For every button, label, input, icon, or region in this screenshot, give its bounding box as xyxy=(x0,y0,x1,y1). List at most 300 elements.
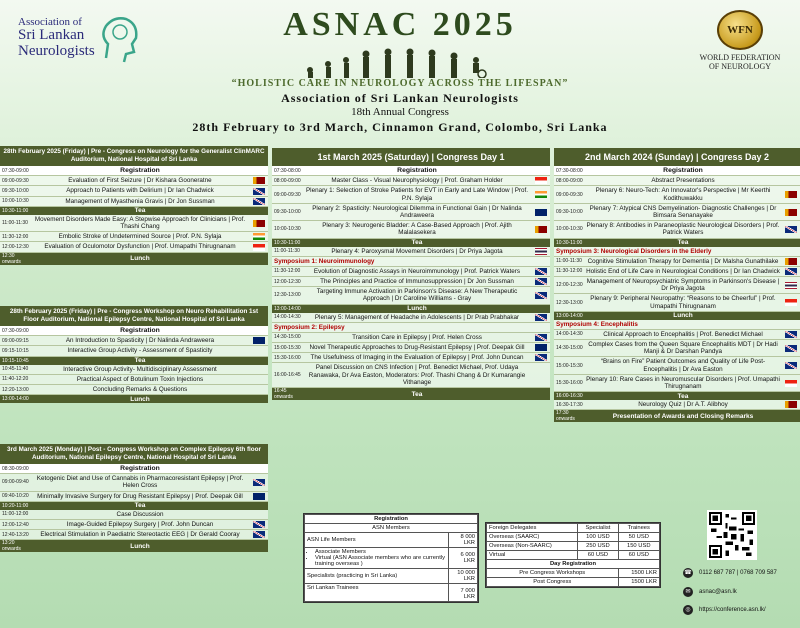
wfn-globe-icon: WFN xyxy=(717,10,763,50)
break-time: 10:30-11:00 xyxy=(2,207,29,214)
qr-code-icon xyxy=(709,512,755,558)
fee-cell: 60 USD xyxy=(578,551,618,560)
schedule-row xyxy=(0,365,268,375)
uk-flag-icon xyxy=(785,345,797,352)
schedule-row xyxy=(272,204,550,221)
session-title: Clinical Approach to Encephalitis | Prof. Benedict Michael xyxy=(603,330,763,338)
session-title: Registration xyxy=(120,465,160,472)
break-time: 10:15-10:45 xyxy=(2,357,29,364)
blank-flag xyxy=(253,167,265,174)
au-flag-icon xyxy=(535,344,547,351)
email-address[interactable]: asnac@asn.lk xyxy=(699,589,737,595)
email-icon: ✉ xyxy=(683,587,693,597)
schedule-row xyxy=(272,267,550,277)
uk-flag-icon xyxy=(785,226,797,233)
sg-flag-icon xyxy=(253,244,265,251)
au-flag-icon xyxy=(253,493,265,500)
schedule-row xyxy=(272,221,550,238)
blank-flag xyxy=(253,386,265,393)
schedule-row xyxy=(0,242,268,252)
session-time: 14:00-14:30 xyxy=(274,314,301,321)
session-title: Registration xyxy=(120,167,160,174)
uk-flag-icon xyxy=(535,278,547,285)
session-title: Evaluation of First Seizure | Dr Kishara Gooneratne xyxy=(68,177,212,185)
schedule-row xyxy=(0,385,268,395)
specialists-label: Specialists (practicing in Sri Lanka) xyxy=(305,569,449,584)
contact-web xyxy=(683,605,766,615)
break-label: Lunch xyxy=(407,305,427,313)
associate-fee: 6 000 LKR xyxy=(448,548,478,569)
congress-dates: 28th February to 3rd March, Cinnamon Grand, Colombo, Sri Lanka xyxy=(192,120,608,134)
session-title: Evolution of Diagnostic Assays in Neuroimmunology | Prof. Patrick Waters xyxy=(313,267,521,275)
foreign-fee-row xyxy=(487,542,660,551)
break-label: Lunch xyxy=(673,312,693,320)
lk-flag-icon xyxy=(535,226,547,233)
uk-flag-icon xyxy=(253,521,265,528)
au-flag-icon xyxy=(535,209,547,216)
schedule-row xyxy=(0,176,268,186)
uk-flag-icon xyxy=(535,292,547,299)
break-row xyxy=(0,357,268,365)
foreign-fee-row xyxy=(487,551,660,560)
day-fee-row xyxy=(487,569,660,578)
schedule-row xyxy=(272,313,550,323)
session-time: 11:00-11:30 xyxy=(556,258,582,265)
session-title: Novel Therapeutic Approaches to Drug-Resistant Epilepsy | Prof. Deepak Gill xyxy=(309,344,525,352)
break-time: 17:30 onwards xyxy=(556,410,575,423)
organization-name: Association of Sri Lankan Neurologists xyxy=(281,91,519,105)
precongress-rehab xyxy=(0,306,268,403)
schedule-row xyxy=(554,375,800,392)
session-time: 11:30-12:00 xyxy=(2,233,29,240)
foreign-fees-table xyxy=(485,522,661,588)
logo-text-line2: Sri Lankan xyxy=(18,27,85,43)
sg-flag-icon xyxy=(785,299,797,306)
break-time: 13:20 onwards xyxy=(2,540,21,553)
virtual-members-label: • Virtual (ASN Associate members who are currently training overseas ) xyxy=(315,555,446,567)
schedule-row xyxy=(0,336,268,346)
session-title: “Brains on Fire” Patient Outcomes and Quality of Life Post-Encephalitis | Dr Ava Easton xyxy=(600,358,766,373)
session-title: Embolic Stroke of Undetermined Source | Prof. P.N. Sylaja xyxy=(58,233,222,241)
day-header: 1st March 2025 (Saturday) | Congress Day 1 xyxy=(272,148,550,166)
uk-flag-icon xyxy=(253,188,265,195)
logo-text-line3: Neurologists xyxy=(18,43,95,59)
session-title: Targeting Immune Activation in Parkinson's Disease: A New Therapeutic Approach | Dr Caroline Williams - Gray xyxy=(316,288,518,303)
uk-flag-icon xyxy=(253,479,265,486)
schedule-row xyxy=(0,520,268,530)
session-title: Image-Guided Epilepsy Surgery | Prof. John Duncan xyxy=(66,521,214,529)
session-title: Plenary 4: Paroxysmal Movement Disorders | Dr Priya Jagota xyxy=(331,247,503,255)
uk-flag-icon xyxy=(535,334,547,341)
session-time: 09:00-09:30 xyxy=(2,177,29,184)
schedule-row xyxy=(272,353,550,363)
uk-flag-icon xyxy=(785,331,797,338)
blank-flag xyxy=(253,348,265,355)
contact-phone xyxy=(683,568,777,578)
schedule-row xyxy=(0,186,268,196)
lk-flag-icon xyxy=(253,220,265,227)
session-time: 08:30-09:00 xyxy=(2,465,29,472)
schedule-row xyxy=(554,257,800,267)
blank-flag xyxy=(253,376,265,383)
day-fee-label: Post Congress xyxy=(487,578,619,587)
break-label: Lunch xyxy=(130,395,150,403)
break-time: 13:00-14:00 xyxy=(2,396,29,403)
website-link[interactable]: https://conference.asn.lk/ xyxy=(699,607,766,613)
schedule-row xyxy=(554,340,800,357)
schedule-row xyxy=(0,215,268,232)
blank-flag xyxy=(785,167,797,174)
schedule-row xyxy=(0,530,268,540)
schedule-row xyxy=(272,186,550,203)
session-time: 10:45-11:40 xyxy=(2,366,29,373)
session-title: Plenary 9: Peripheral Neuropathy: “Reasons to be Cheerful” | Prof. Umapathi Thirugnanam xyxy=(590,295,776,310)
break-row xyxy=(0,253,268,265)
specialists-fee: 10 000 LKR xyxy=(448,569,478,584)
break-row xyxy=(554,410,800,422)
session-time: 11:00-11:30 xyxy=(2,220,28,227)
session-title: Minimally Invasive Surgery for Drug Resistant Epilepsy | Prof. Deepak Gill xyxy=(37,492,243,500)
symposium-heading: Symposium 4: Encephalitis xyxy=(554,320,800,330)
session-time: 12:40-13:20 xyxy=(2,531,29,538)
session-time: 12:30-13:00 xyxy=(556,299,583,306)
uk-flag-icon xyxy=(535,314,547,321)
in-flag-icon xyxy=(253,233,265,240)
session-time: 08:00-09:00 xyxy=(274,177,301,184)
session-title: Registration xyxy=(120,327,160,334)
lk-flag-icon xyxy=(785,258,797,265)
break-row xyxy=(272,388,550,400)
trainees-fee: 7 000 LKR xyxy=(448,584,478,602)
session-time: 11:40-12:20 xyxy=(2,376,29,383)
registration-row xyxy=(554,166,800,176)
day-header: 28th February 2025 (Friday) | Pre - Congress on Neurology for the Generalist ClinMARC Auditorium, National Hospital of Sri Lanka xyxy=(0,146,268,166)
day-header: 3rd March 2025 (Monday) | Post - Congress Workshop on Complex Epilepsy 6th floor Auditorium, National Epilepsy Centre, National Hospital of Sri Lanka xyxy=(0,444,268,464)
phone-number[interactable]: 0112 687 787 | 0768 709 587 xyxy=(699,570,777,576)
schedule-row xyxy=(554,357,800,374)
th-flag-icon xyxy=(535,248,547,255)
session-title: Plenary 1: Selection of Stroke Patients for EVT in Early and Late Window | Prof. P.N. Sylaja xyxy=(305,187,529,202)
day-fee-value: 1500 LKR xyxy=(618,569,660,578)
session-title: Plenary 10: Rare Cases in Neuromuscular Disorders | Prof. Umapathi Thirugnanam xyxy=(586,375,780,391)
uk-flag-icon xyxy=(535,354,547,361)
schedule-row xyxy=(554,204,800,221)
congress-title: 18th Annual Congress xyxy=(351,106,449,118)
session-time: 14:00-14:30 xyxy=(556,331,583,338)
page-title: ASNAC 2025 xyxy=(283,6,517,43)
registration-row xyxy=(0,326,268,336)
symposium-heading: Symposium 2: Epilepsy xyxy=(272,323,550,333)
blank-flag xyxy=(253,366,265,373)
associate-members-label: • Associate Members xyxy=(315,549,446,555)
break-time: 10:30-11:00 xyxy=(274,239,301,246)
session-time: 12:00-12:30 xyxy=(556,282,583,289)
break-label: Tea xyxy=(411,239,423,247)
schedule-row xyxy=(554,294,800,311)
schedule-row xyxy=(0,197,268,207)
fee-cell: 150 USD xyxy=(618,542,660,551)
session-title: Cognitive Stimulation Therapy for Dementia | Dr Malsha Gunathilake xyxy=(587,257,779,265)
session-time: 10:00-10:30 xyxy=(274,226,301,233)
in-flag-icon xyxy=(535,191,547,198)
session-title: Neurology Quiz | Dr A.T. Alibhoy xyxy=(638,401,728,409)
contact-email xyxy=(683,587,737,597)
session-time: 09:00-09:30 xyxy=(556,191,583,198)
day-header: 2nd March 2024 (Sunday) | Congress Day 2 xyxy=(554,148,800,166)
schedule-row xyxy=(554,186,800,203)
break-row xyxy=(0,207,268,215)
th-flag-icon xyxy=(785,282,797,289)
uk-flag-icon xyxy=(785,268,797,275)
session-time: 15:00-15:30 xyxy=(274,344,301,351)
header xyxy=(0,0,800,140)
schedule-row xyxy=(554,176,800,186)
lk-flag-icon xyxy=(785,401,797,408)
session-time: 07:30-09:00 xyxy=(2,167,29,174)
schedule-row xyxy=(0,346,268,356)
day-header: 28th February 2025 (Friday) | Pre - Congress Workshop on Neuro Rehabilitation 1st Floor Auditorium, National Epilepsy Centre, National Hospital of Sri Lanka xyxy=(0,306,268,326)
session-time: 12:30-13:00 xyxy=(274,292,301,299)
uk-flag-icon xyxy=(253,531,265,538)
registration-row xyxy=(272,166,550,176)
session-time: 12:00-12:40 xyxy=(2,521,29,528)
globe-icon: ◎ xyxy=(683,605,693,615)
session-title: Practical Aspect of Botulinum Toxin Injections xyxy=(76,375,204,383)
blank-flag xyxy=(253,511,265,518)
fee-cell: 250 USD xyxy=(578,542,618,551)
registration-row xyxy=(0,464,268,474)
session-title: Management of Neuropsychiatric Symptoms in Parkinson's Disease | Dr Priya Jagota xyxy=(586,278,780,293)
session-time: 14:30-15:00 xyxy=(274,334,301,341)
session-time: 11:00-12:00 xyxy=(2,511,29,518)
schedule-row xyxy=(272,287,550,304)
session-title: Plenary 6: Neuro-Tech: An Innovator's Perspective | Mr Keerthi Kodithuwakku xyxy=(595,187,771,202)
break-row xyxy=(272,239,550,247)
break-row xyxy=(272,305,550,313)
session-time: 09:00-09:15 xyxy=(2,337,29,344)
session-time: 15:30-16:00 xyxy=(556,380,583,387)
foreign-delegates-header: Foreign Delegates xyxy=(487,524,578,533)
fee-cell: 60 USD xyxy=(618,551,660,560)
break-label: Tea xyxy=(134,357,146,365)
break-time: 16:45 onwards xyxy=(274,388,293,401)
session-title: Approach to Patients with Delirium | Dr Ian Chadwick xyxy=(66,187,214,195)
day-fee-label: Pre Congress Workshops xyxy=(487,569,619,578)
fee-cell: Overseas (SAARC) xyxy=(487,533,578,542)
life-members-label: ASN Life Members xyxy=(305,533,449,548)
blank-flag xyxy=(253,465,265,472)
lk-flag-icon xyxy=(253,177,265,184)
session-title: Registration xyxy=(397,167,437,174)
session-time: 07:30-08:00 xyxy=(274,167,301,174)
session-title: Plenary 5: Management of Headache in Adolescents | Dr Prab Prabhakar xyxy=(314,313,520,321)
break-row xyxy=(0,502,268,510)
session-time: 12:20-13:00 xyxy=(2,386,29,393)
fee-cell: 100 USD xyxy=(578,533,618,542)
precongress-generalist xyxy=(0,146,268,265)
session-title: Plenary 3: Neurogenic Bladder: A Case-Based Approach | Prof. Ajith Malalasekera xyxy=(322,222,512,237)
break-time: 16:00-16:30 xyxy=(556,393,583,400)
wfn-line1: WORLD FEDERATION xyxy=(699,53,781,62)
schedule-row xyxy=(272,247,550,257)
session-time: 09:30-10:00 xyxy=(556,209,583,216)
schedule-row xyxy=(272,363,550,388)
congress-day2 xyxy=(554,148,800,422)
session-time: 09:30-10:00 xyxy=(2,188,29,194)
schedule-row xyxy=(272,343,550,353)
break-label: Tea xyxy=(677,392,689,400)
lk-flag-icon xyxy=(785,191,797,198)
session-time: 07:30-08:00 xyxy=(556,167,583,174)
break-time: 12:30 onwards xyxy=(2,252,21,265)
schedule-row xyxy=(554,267,800,277)
session-title: The Principles and Practice of Immunosuppression | Dr Jon Sussman xyxy=(320,278,514,286)
symposium-heading: Symposium 3: Neurological Disorders in the Elderly xyxy=(554,247,800,257)
uk-flag-icon xyxy=(253,198,265,205)
blank-flag xyxy=(535,372,547,379)
schedule-row xyxy=(272,176,550,186)
foreign-fee-row xyxy=(487,533,660,542)
session-title: Abstract Presentations xyxy=(651,177,715,185)
session-title: Master Class - Visual Neurophysiology | Prof. Graham Holder xyxy=(331,177,503,185)
session-title: Complex Cases from the Queen Square Encephalitis MDT | Dr Hadi Manji & Dr Darshan Pandya xyxy=(588,341,778,356)
session-title: Evaluation of Oculomotor Dysfunction | Prof. Umapathi Thirugnanam xyxy=(44,243,236,251)
schedule-row xyxy=(0,375,268,385)
session-time: 09:00-09:40 xyxy=(2,479,29,486)
day-fee-row xyxy=(487,578,660,587)
blank-flag xyxy=(785,177,797,184)
day-fee-value: 1500 LKR xyxy=(618,578,660,587)
break-row xyxy=(0,540,268,552)
break-label: Tea xyxy=(134,207,146,215)
life-members-fee: 8 000 LKR xyxy=(448,533,478,548)
session-title: Plenary 7: Atypical CNS Demyelination- Diagnostic Challenges | Dr Bimsara Senanayake xyxy=(589,204,777,220)
session-time: 09:00-09:30 xyxy=(274,191,301,198)
session-time: 10:00-10:30 xyxy=(556,226,583,233)
schedule-row xyxy=(0,474,268,491)
session-time: 15:00-15:30 xyxy=(556,362,583,369)
specialist-header: Specialist xyxy=(578,524,618,533)
symposium-heading: Symposium 1: Neuroimmunology xyxy=(272,257,550,267)
schedule-row xyxy=(0,492,268,502)
session-title: The Usefulness of Imaging in the Evaluation of Epilepsy | Prof. John Duncan xyxy=(310,354,524,362)
schedule-row xyxy=(554,277,800,294)
lk-flag-icon xyxy=(785,209,797,216)
break-row xyxy=(554,239,800,247)
schedule-row xyxy=(272,333,550,343)
postcongress-epilepsy xyxy=(0,444,268,552)
session-time: 11:30-12:00 xyxy=(274,268,301,275)
session-time: 12:00-12:30 xyxy=(2,244,29,251)
session-title: Holistic End of Life Care in Neurological Conditions | Dr Ian Chadwick xyxy=(586,267,780,275)
break-time: 10:20-11:00 xyxy=(2,502,29,509)
trainees-header: Trainees xyxy=(618,524,660,533)
session-title: An Introduction to Spasticity | Dr Nalinda Andraweera xyxy=(65,337,215,345)
au-flag-icon xyxy=(253,337,265,344)
break-row xyxy=(0,395,268,403)
phone-icon: ☎ xyxy=(684,570,692,576)
session-title: Panel Discussion on CNS Infection | Prof. Benedict Michael, Prof. Udaya Ranawaka, Dr Ava Easton, Moderators: Prof. Thashi Chang & Dr Kumarangie Vithanage xyxy=(308,364,526,386)
session-title: Concluding Remarks & Questions xyxy=(92,386,188,394)
session-time: 14:30-15:00 xyxy=(556,345,583,352)
trainees-label: Sri Lankan Trainees xyxy=(305,584,449,602)
registration-row xyxy=(0,166,268,176)
day-registration-title: Day Registration xyxy=(487,560,660,569)
break-time: 13:00-14:00 xyxy=(556,312,583,319)
session-time: 11:30-12:00 xyxy=(556,268,583,275)
schedule-row xyxy=(0,232,268,242)
fee-cell: 50 USD xyxy=(618,533,660,542)
session-title: Ketogenic Diet and Use of Cannabis in Pharmacoresistant Epilepsy | Prof. Helen Cross xyxy=(36,475,244,490)
break-label: Tea xyxy=(677,239,689,247)
session-title: Case Discussion xyxy=(116,510,164,518)
registration-title: Registration xyxy=(305,515,478,524)
schedule-row xyxy=(554,221,800,238)
wfn-logo xyxy=(690,10,790,80)
asn-members-label: ASN Members xyxy=(305,524,478,533)
break-label: Lunch xyxy=(130,255,150,263)
session-time: 09:40-10:20 xyxy=(2,493,29,500)
session-title: Transition Care in Epilepsy | Prof. Helen Cross xyxy=(352,333,482,341)
tagline: “HOLISTIC CARE IN NEUROLOGY ACROSS THE LIFESPAN” xyxy=(231,78,569,89)
session-title: Interactive Group Activity- Multidisciplinary Assessment xyxy=(63,365,217,373)
session-title: Management of Myasthenia Gravis | Dr Jon Sussman xyxy=(65,197,215,205)
break-label: Tea xyxy=(411,390,423,398)
session-time: 09:30-10:00 xyxy=(274,209,301,216)
uk-flag-icon xyxy=(785,362,797,369)
session-time: 16:00-16:45 xyxy=(274,372,301,379)
registration-table xyxy=(303,513,479,603)
session-time: 09:15-10:15 xyxy=(2,348,29,354)
session-title: Electrical Stimulation in Paediatric Stereotactic EEG | Dr Gerald Cooray xyxy=(40,531,240,539)
session-time: 12:00-12:30 xyxy=(274,278,301,285)
session-time: 16:30-17:30 xyxy=(556,401,583,408)
schedule-row xyxy=(554,330,800,340)
sg-flag-icon xyxy=(535,177,547,184)
sg-flag-icon xyxy=(785,380,797,387)
fee-cell: Overseas (Non-SAARC) xyxy=(487,542,578,551)
blank-flag xyxy=(535,167,547,174)
qr-code[interactable] xyxy=(707,510,757,560)
fee-cell: Virtual xyxy=(487,551,578,560)
schedule-row xyxy=(272,277,550,287)
session-time: 07:30-09:00 xyxy=(2,327,29,334)
break-time: 13:00-14:00 xyxy=(274,305,301,312)
schedule-row xyxy=(554,400,800,410)
break-row xyxy=(554,312,800,320)
break-label: Tea xyxy=(134,502,146,510)
session-time: 15:30-16:00 xyxy=(274,354,301,361)
uk-flag-icon xyxy=(535,268,547,275)
session-title: Movement Disorders Made Easy: A Stepwise Approach for Clinicians | Prof. Thashi Chang xyxy=(34,215,246,231)
session-time: 08:00-09:00 xyxy=(556,177,583,184)
blank-flag xyxy=(253,327,265,334)
break-label: Presentation of Awards and Closing Remarks xyxy=(612,412,754,420)
break-time: 10:30-11:00 xyxy=(556,239,583,246)
lifespan-silhouettes-icon xyxy=(300,44,500,78)
session-title: Plenary 8: Antibodies in Paraneoplastic Neurological Disorders | Prof. Patrick Waters xyxy=(586,222,780,237)
congress-day1 xyxy=(272,148,550,400)
schedule-row xyxy=(0,510,268,520)
break-label: Lunch xyxy=(130,542,150,550)
logo-text-line1: Association of xyxy=(18,16,82,28)
break-row xyxy=(554,392,800,400)
session-title: Interactive Group Activity - Assessment of Spasticity xyxy=(67,347,213,355)
session-time: 11:00-11:30 xyxy=(274,248,300,255)
session-title: Plenary 2: Spasticity: Neurological Dilemma in Functional Gain | Dr Nalinda Andraweera xyxy=(312,204,522,220)
session-time: 10:00-10:30 xyxy=(2,198,29,205)
session-title: Registration xyxy=(663,167,703,174)
